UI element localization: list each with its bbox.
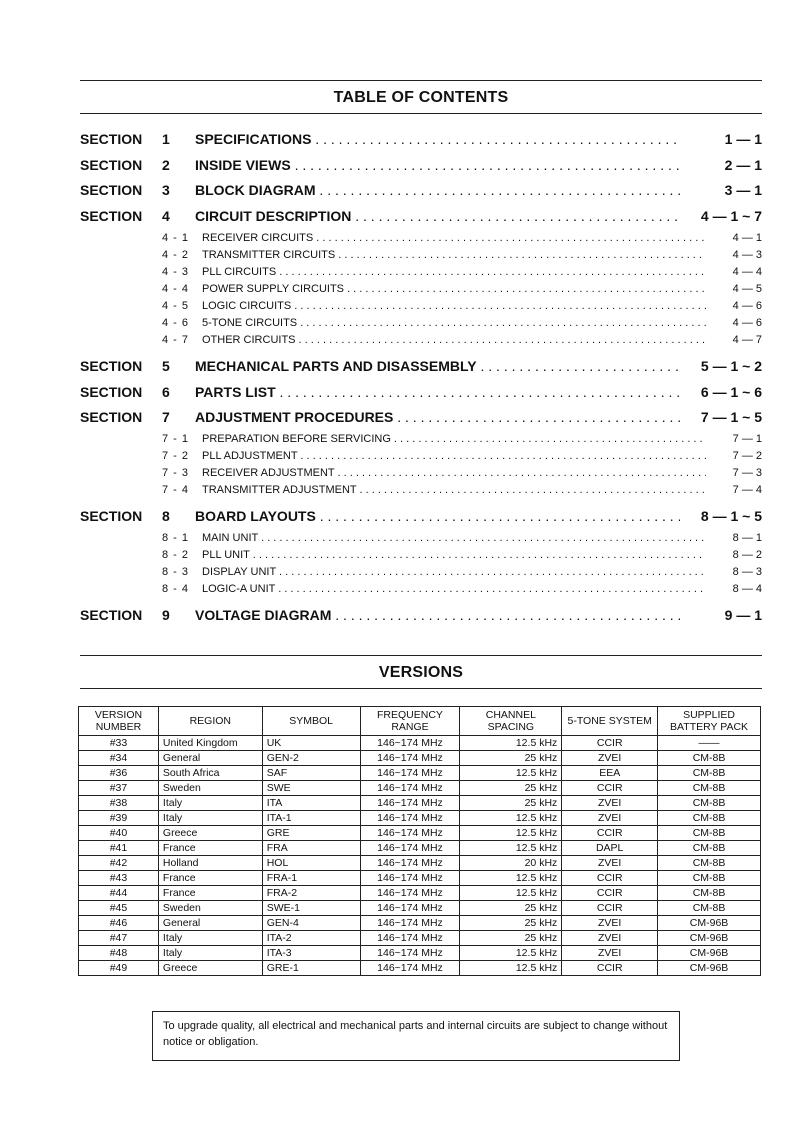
region-cell: Greece [158,961,262,976]
toc-subsection-row [80,532,762,548]
symbol-cell: GRE-1 [262,961,360,976]
section-number: 4 [162,208,170,224]
frequency-range-cell: 146~174 MHz [360,826,460,841]
table-row [79,766,761,781]
version-number-cell: #48 [79,946,159,961]
section-label: SECTION [80,157,143,173]
toc-subsection-row [80,283,762,299]
tone-system-cell: DAPL [562,841,658,856]
channel-spacing-cell: 25 kHz [460,781,562,796]
subsection-page: 8 — 2 [732,549,762,561]
version-number-cell: #40 [79,826,159,841]
toc-section-row [80,384,762,404]
subsection-title: PLL ADJUSTMENT . . . [202,450,706,462]
subsection-title: PREPARATION BEFORE SERVICING . . . [202,433,706,445]
frequency-range-cell: 146~174 MHz [360,961,460,976]
subsection-title: DISPLAY UNIT . . . [202,566,706,578]
section-title: CIRCUIT DESCRIPTION . . . [195,208,680,224]
versions-heading-rule [80,688,762,689]
subsection-number: 4 - 6 [162,317,190,329]
table-row [79,961,761,976]
battery-pack-cell: CM-8B [658,751,761,766]
subsection-number: 4 - 2 [162,249,190,261]
section-page: 2 — 1 [724,157,762,173]
section-number: 9 [162,607,170,623]
toc-subsection-row [80,433,762,449]
section-number: 1 [162,131,170,147]
channel-spacing-cell: 12.5 kHz [460,961,562,976]
section-page: 1 — 1 [724,131,762,147]
tone-system-cell: CCIR [562,886,658,901]
version-number-cell: #42 [79,856,159,871]
toc-section-row [80,182,762,202]
frequency-range-cell: 146~174 MHz [360,736,460,751]
battery-pack-cell: CM-8B [658,811,761,826]
version-number-cell: #45 [79,901,159,916]
section-page: 9 — 1 [724,607,762,623]
subsection-page: 4 — 6 [732,300,762,312]
subsection-number: 8 - 3 [162,566,190,578]
region-cell: France [158,841,262,856]
subsection-number: 4 - 5 [162,300,190,312]
frequency-range-header: FREQUENCY RANGE [360,707,460,736]
subsection-page: 4 — 6 [732,317,762,329]
battery-pack-cell: CM-8B [658,781,761,796]
version-number-cell: #41 [79,841,159,856]
channel-spacing-cell: 25 kHz [460,931,562,946]
channel-spacing-cell: 12.5 kHz [460,946,562,961]
tone-system-cell: CCIR [562,961,658,976]
subsection-title: TRANSMITTER ADJUSTMENT . . . [202,484,706,496]
versions-top-rule [80,655,762,656]
symbol-cell: FRA-2 [262,886,360,901]
table-row [79,751,761,766]
subsection-title: RECEIVER ADJUSTMENT . . . [202,467,706,479]
toc-section-row [80,409,762,429]
battery-pack-cell: CM-8B [658,856,761,871]
toc-subsection-row [80,300,762,316]
section-title: VOLTAGE DIAGRAM . . . [195,607,680,623]
symbol-cell: GEN-4 [262,916,360,931]
frequency-range-cell: 146~174 MHz [360,901,460,916]
symbol-cell: ITA [262,796,360,811]
version-number-cell: #33 [79,736,159,751]
tone-system-cell: EEA [562,766,658,781]
subsection-title: TRANSMITTER CIRCUITS . . . [202,249,706,261]
section-label: SECTION [80,358,143,374]
symbol-cell: SWE [262,781,360,796]
subsection-title: LOGIC CIRCUITS . . . [202,300,706,312]
channel-spacing-cell: 20 kHz [460,856,562,871]
channel-spacing-cell: 25 kHz [460,751,562,766]
tone-system-cell: ZVEI [562,916,658,931]
channel-spacing-cell: 12.5 kHz [460,766,562,781]
channel-spacing-cell: 25 kHz [460,916,562,931]
versions-table [78,706,761,976]
section-title: SPECIFICATIONS . . . [195,131,680,147]
subsection-number: 7 - 1 [162,433,190,445]
section-number: 6 [162,384,170,400]
toc-section-row [80,358,762,378]
frequency-range-cell: 146~174 MHz [360,886,460,901]
toc-subsection-row [80,467,762,483]
tone-system-header: 5-TONE SYSTEM [562,707,658,736]
version-number-cell: #34 [79,751,159,766]
section-page: 8 — 1 ~ 5 [700,508,762,524]
section-page: 7 — 1 ~ 5 [700,409,762,425]
frequency-range-cell: 146~174 MHz [360,916,460,931]
table-row [79,931,761,946]
section-page: 3 — 1 [724,182,762,198]
version-number-header: VERSION NUMBER [79,707,159,736]
toc-section-row [80,131,762,151]
versions-header-row [79,707,761,736]
battery-pack-cell: CM-8B [658,871,761,886]
region-cell: General [158,751,262,766]
section-label: SECTION [80,182,143,198]
channel-spacing-cell: 12.5 kHz [460,826,562,841]
battery-pack-cell: CM-8B [658,901,761,916]
tone-system-cell: ZVEI [562,811,658,826]
region-cell: Italy [158,931,262,946]
frequency-range-cell: 146~174 MHz [360,871,460,886]
symbol-cell: ITA-2 [262,931,360,946]
version-number-cell: #44 [79,886,159,901]
subsection-title: RECEIVER CIRCUITS . . . [202,232,706,244]
tone-system-cell: ZVEI [562,931,658,946]
region-cell: United Kingdom [158,736,262,751]
region-cell: Sweden [158,901,262,916]
table-row [79,781,761,796]
section-title: PARTS LIST . . . [195,384,680,400]
section-number: 2 [162,157,170,173]
battery-pack-cell: —— [658,736,761,751]
region-cell: General [158,916,262,931]
table-row [79,946,761,961]
toc-subsection-row [80,450,762,466]
region-cell: Italy [158,811,262,826]
section-page: 6 — 1 ~ 6 [700,384,762,400]
battery-pack-header: SUPPLIED BATTERY PACK [658,707,761,736]
toc-subsection-row [80,317,762,333]
frequency-range-cell: 146~174 MHz [360,796,460,811]
toc-subsection-row [80,232,762,248]
section-label: SECTION [80,131,143,147]
battery-pack-cell: CM-8B [658,886,761,901]
toc-subsection-row [80,566,762,582]
subsection-title: 5-TONE CIRCUITS . . . [202,317,706,329]
region-cell: Italy [158,946,262,961]
section-page: 5 — 1 ~ 2 [700,358,762,374]
tone-system-cell: ZVEI [562,796,658,811]
table-row [79,826,761,841]
subsection-page: 4 — 5 [732,283,762,295]
subsection-page: 7 — 3 [732,467,762,479]
table-row [79,736,761,751]
subsection-page: 7 — 1 [732,433,762,445]
battery-pack-cell: CM-8B [658,841,761,856]
table-row [79,916,761,931]
subsection-number: 7 - 4 [162,484,190,496]
section-number: 7 [162,409,170,425]
battery-pack-cell: CM-8B [658,766,761,781]
version-number-cell: #47 [79,931,159,946]
region-cell: Greece [158,826,262,841]
section-title: INSIDE VIEWS . . . [195,157,680,173]
region-cell: Holland [158,856,262,871]
section-title: BOARD LAYOUTS . . . [195,508,680,524]
frequency-range-cell: 146~174 MHz [360,766,460,781]
subsection-number: 8 - 1 [162,532,190,544]
subsection-number: 4 - 3 [162,266,190,278]
symbol-cell: FRA-1 [262,871,360,886]
top-rule [80,80,762,81]
region-cell: South Africa [158,766,262,781]
subsection-number: 4 - 4 [162,283,190,295]
region-header: REGION [158,707,262,736]
section-label: SECTION [80,607,143,623]
subsection-number: 7 - 3 [162,467,190,479]
section-label: SECTION [80,409,143,425]
subsection-number: 8 - 2 [162,549,190,561]
channel-spacing-cell: 12.5 kHz [460,736,562,751]
toc-subsection-row [80,249,762,265]
symbol-cell: SAF [262,766,360,781]
subsection-number: 7 - 2 [162,450,190,462]
section-number: 3 [162,182,170,198]
subsection-page: 7 — 4 [732,484,762,496]
region-cell: France [158,871,262,886]
subsection-title: OTHER CIRCUITS . . . [202,334,706,346]
symbol-cell: ITA-3 [262,946,360,961]
frequency-range-cell: 146~174 MHz [360,856,460,871]
toc-subsection-row [80,334,762,350]
channel-spacing-cell: 12.5 kHz [460,886,562,901]
toc-section-row [80,508,762,528]
subsection-page: 7 — 2 [732,450,762,462]
tone-system-cell: ZVEI [562,856,658,871]
subsection-number: 4 - 7 [162,334,190,346]
channel-spacing-cell: 25 kHz [460,901,562,916]
tone-system-cell: CCIR [562,901,658,916]
subsection-title: PLL UNIT . . . [202,549,706,561]
toc-section-row [80,208,762,228]
section-title: MECHANICAL PARTS AND DISASSEMBLY . . . [195,358,680,374]
battery-pack-cell: CM-8B [658,796,761,811]
subsection-number: 4 - 1 [162,232,190,244]
toc-subsection-row [80,549,762,565]
toc-heading-rule [80,113,762,114]
version-number-cell: #39 [79,811,159,826]
subsection-page: 8 — 3 [732,566,762,578]
symbol-cell: FRA [262,841,360,856]
version-number-cell: #36 [79,766,159,781]
battery-pack-cell: CM-96B [658,961,761,976]
frequency-range-cell: 146~174 MHz [360,781,460,796]
table-row [79,901,761,916]
section-label: SECTION [80,384,143,400]
subsection-page: 4 — 1 [732,232,762,244]
tone-system-cell: CCIR [562,781,658,796]
tone-system-cell: ZVEI [562,751,658,766]
version-number-cell: #37 [79,781,159,796]
toc-subsection-row [80,484,762,500]
notice-box: To upgrade quality, all electrical and mechanical parts and internal circuits are subject to change without notice or obligation. [152,1011,680,1061]
table-row [79,841,761,856]
tone-system-cell: CCIR [562,871,658,886]
subsection-number: 8 - 4 [162,583,190,595]
toc-subsection-row [80,583,762,599]
toc-section-row [80,607,762,627]
section-number: 5 [162,358,170,374]
toc-subsection-row [80,266,762,282]
section-page: 4 — 1 ~ 7 [700,208,762,224]
region-cell: Sweden [158,781,262,796]
versions-heading: VERSIONS [378,664,464,681]
symbol-cell: GRE [262,826,360,841]
subsection-title: PLL CIRCUITS . . . [202,266,706,278]
version-number-cell: #38 [79,796,159,811]
battery-pack-cell: CM-8B [658,826,761,841]
section-label: SECTION [80,208,143,224]
subsection-title: LOGIC-A UNIT . . . [202,583,706,595]
region-cell: Italy [158,796,262,811]
frequency-range-cell: 146~174 MHz [360,811,460,826]
subsection-page: 4 — 3 [732,249,762,261]
frequency-range-cell: 146~174 MHz [360,841,460,856]
symbol-cell: ITA-1 [262,811,360,826]
channel-spacing-cell: 12.5 kHz [460,841,562,856]
symbol-header: SYMBOL [262,707,360,736]
battery-pack-cell: CM-96B [658,931,761,946]
symbol-cell: UK [262,736,360,751]
section-title: BLOCK DIAGRAM . . . [195,182,680,198]
channel-spacing-cell: 12.5 kHz [460,871,562,886]
subsection-title: MAIN UNIT . . . [202,532,706,544]
subsection-page: 4 — 7 [732,334,762,346]
tone-system-cell: CCIR [562,826,658,841]
channel-spacing-header: CHANNEL SPACING [460,707,562,736]
toc-heading: TABLE OF CONTENTS [333,89,509,106]
symbol-cell: SWE-1 [262,901,360,916]
frequency-range-cell: 146~174 MHz [360,751,460,766]
subsection-page: 8 — 4 [732,583,762,595]
toc-section-row [80,157,762,177]
symbol-cell: GEN-2 [262,751,360,766]
region-cell: France [158,886,262,901]
section-number: 8 [162,508,170,524]
subsection-page: 8 — 1 [732,532,762,544]
frequency-range-cell: 146~174 MHz [360,931,460,946]
version-number-cell: #43 [79,871,159,886]
battery-pack-cell: CM-96B [658,946,761,961]
version-number-cell: #49 [79,961,159,976]
subsection-page: 4 — 4 [732,266,762,278]
channel-spacing-cell: 12.5 kHz [460,811,562,826]
frequency-range-cell: 146~174 MHz [360,946,460,961]
symbol-cell: HOL [262,856,360,871]
tone-system-cell: ZVEI [562,946,658,961]
table-row [79,811,761,826]
table-row [79,796,761,811]
tone-system-cell: CCIR [562,736,658,751]
table-row [79,871,761,886]
battery-pack-cell: CM-96B [658,916,761,931]
section-title: ADJUSTMENT PROCEDURES . . . [195,409,680,425]
section-label: SECTION [80,508,143,524]
table-row [79,886,761,901]
versions-body [79,736,761,976]
table-row [79,856,761,871]
channel-spacing-cell: 25 kHz [460,796,562,811]
version-number-cell: #46 [79,916,159,931]
subsection-title: POWER SUPPLY CIRCUITS . . . [202,283,706,295]
